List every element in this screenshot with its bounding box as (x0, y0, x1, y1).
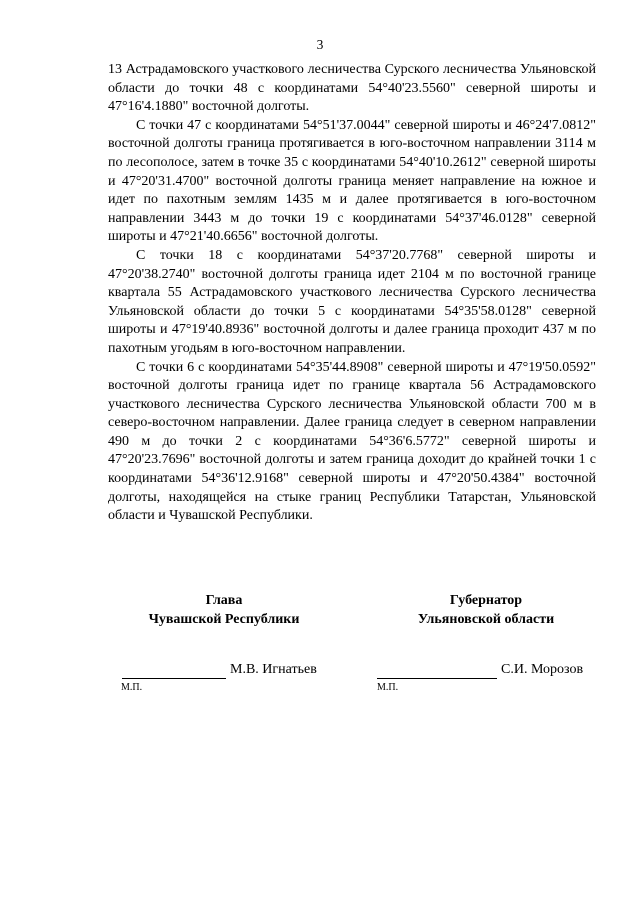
signature-line (122, 663, 226, 679)
signatory-title-chuvash (108, 591, 340, 629)
paragraph-point-47: С точки 47 с координатами 54°51'37.0044" северной широты и 46°24'7.0812" восточной долготы граница протягивается в юго-восточном направлении 3114 м по лесополосе, затем в точке 35 с координатами 54°40'10.2612" северной широты и 47°20'31.4700" восточной долготы граница меняет направление на южное и идет по пахотным землям 1435 м и далее протягивается в юго-восточном направлении 3443 м до точки 19 с координатами 54°37'46.0128" северной широты и 47°21'40.6656" восточной долготы. (108, 117, 596, 245)
signatory-title-ulyanovsk (372, 591, 600, 629)
signature-block-chuvash (122, 661, 317, 679)
signatory-name: С.И. Морозов (501, 662, 584, 677)
signatory-name: М.В. Игнатьев (230, 662, 317, 677)
signature-block-ulyanovsk (377, 661, 583, 679)
signatory-organization: Чувашской Республики (148, 612, 300, 627)
paragraph-continuation: 13 Астрадамовского участкового лесничества Сурского лесничества Ульяновской области до точки 48 с координатами 54°40'23.5560" северной широты и 47°16'4.1880" восточной долготы. (108, 62, 596, 115)
paragraph-point-18: С точки 18 с координатами 54°37'20.7768" северной широты и 47°20'38.2740" восточной долготы граница идет 2104 м по восточной границе квартала 55 Астрадамовского участкового лесничества Сурского лесничества Ульяновской области до точки 5 с координатами 54°35'58.0128" северной широты и 47°19'40.8936" восточной долготы и далее граница проходит 437 м по пахотным угодьям в юго-восточном направлении. (108, 247, 596, 356)
signatory-organization: Ульяновской области (417, 612, 555, 627)
page-number: 3 (316, 37, 324, 52)
seal-place-label-ulyanovsk: М.П. (377, 682, 399, 693)
document-body (108, 61, 596, 526)
seal-place-label-chuvash: М.П. (121, 682, 143, 693)
signatory-position: Глава (205, 593, 243, 608)
signature-line (377, 663, 497, 679)
signatory-position: Губернатор (449, 593, 523, 608)
paragraph-point-6: С точки 6 с координатами 54°35'44.8908" северной широты и 47°19'50.0592" восточной долготы граница идет по границе квартала 56 Астрадамовского участкового лесничества Сурского лесничества Ульяновской области 700 м в северо-восточном направлении. Далее граница следует в северном направлении 490 м до точки 2 с координатами 54°36'6.5772" северной широты и 47°20'23.7696" восточной долготы и затем граница доходит до крайней точки 1 с координатами 54°36'12.9168" северной широты и 47°20'50.4384" восточной долготы, находящейся на стыке границ Республики Татарстан, Ульяновской области и Чувашской Республики. (108, 359, 596, 524)
